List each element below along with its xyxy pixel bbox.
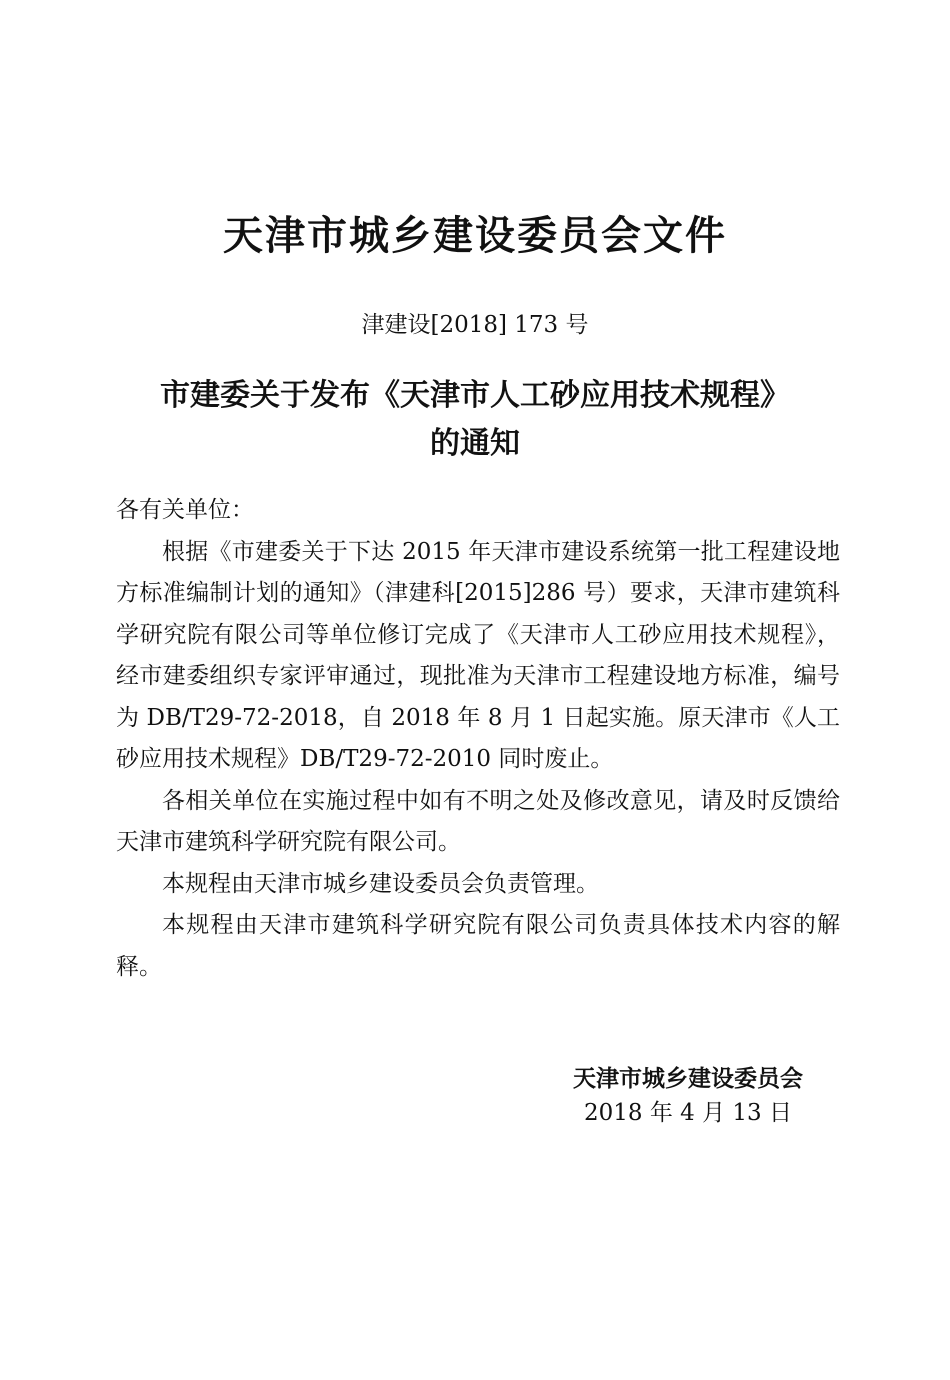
paragraph-interpretation: 本规程由天津市建筑科学研究院有限公司负责具体技术内容的解释。 <box>116 912 840 980</box>
paragraph-feedback: 各相关单位在实施过程中如有不明之处及修改意见，请及时反馈给天津市建筑科学研究院有限公司。 <box>116 787 840 855</box>
notice-title-line-2: 的通知 <box>430 426 520 461</box>
paragraph-approval: 根据《市建委关于下达 2015 年天津市建设系统第一批工程建设地方标准编制计划的通知》（津建科[2015]286 号）要求，天津市建筑科学研究院有限公司等单位修订完成了《天津市人工砂应用技术规程》，经市建委组织专家评审通过，现批准为天津市工程建设地方标准，编号为 DB/T29-72-2018，自 2018 年 8 月 1 日起实施。原天津市《人工砂应用技术规程》DB/T29-72-2010 同时废止。 <box>116 538 840 772</box>
notice-title <box>80 372 870 468</box>
signature-date: 2018 年 4 月 13 日 <box>584 1100 792 1126</box>
notice-title-line-1: 市建委关于发布《天津市人工砂应用技术规程》 <box>160 378 790 413</box>
notice-body <box>116 490 840 988</box>
org-header: 天津市城乡建设委员会文件 <box>223 212 727 259</box>
signature-block <box>548 1062 828 1130</box>
document-number: 津建设[2018] 173 号 <box>361 312 589 338</box>
paragraph-management: 本规程由天津市城乡建设委员会负责管理。 <box>162 870 599 897</box>
signature-org: 天津市城乡建设委员会 <box>573 1065 803 1092</box>
salutation: 各有关单位： <box>116 497 254 523</box>
